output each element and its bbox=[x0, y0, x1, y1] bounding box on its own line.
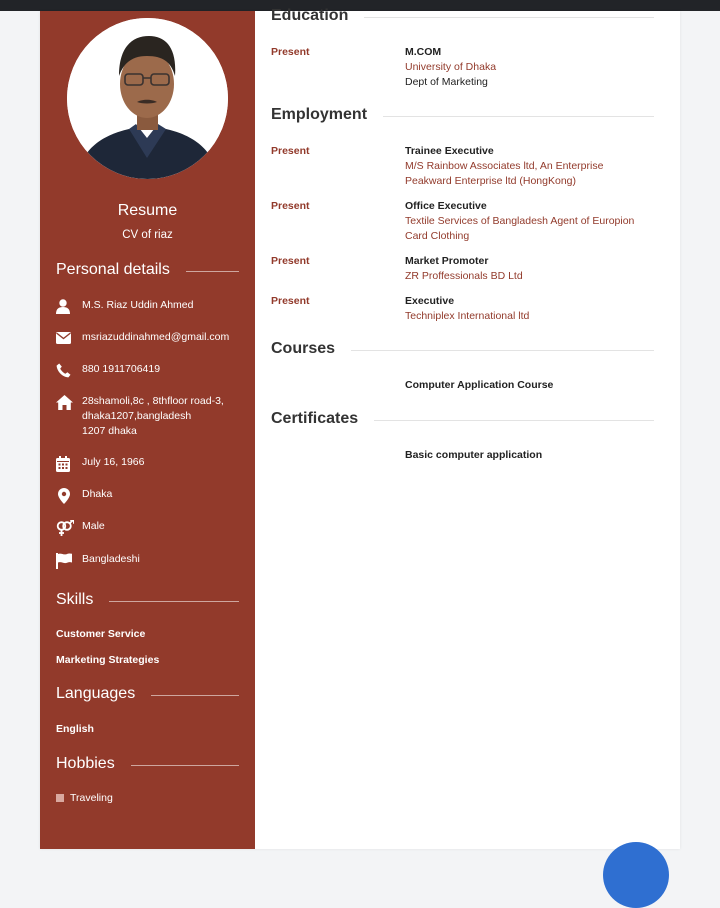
hobby-item: Traveling bbox=[56, 792, 113, 804]
entry-subtitle: Techniplex International ltd bbox=[405, 309, 530, 322]
detail-city: Dhaka bbox=[56, 487, 251, 504]
phone-icon bbox=[56, 362, 82, 378]
certificates-heading: Certificates bbox=[271, 410, 654, 428]
calendar-icon bbox=[56, 455, 82, 472]
entry-title: Market Promoter bbox=[405, 255, 489, 267]
sidebar bbox=[40, 11, 255, 849]
resume-subtitle: CV of riaz bbox=[122, 229, 173, 241]
envelope-icon bbox=[56, 330, 82, 344]
profile-photo bbox=[67, 18, 228, 179]
entry-detail: Dept of Marketing bbox=[405, 75, 488, 88]
detail-email: msriazuddinahmed@gmail.com bbox=[56, 330, 251, 345]
education-heading: Education bbox=[271, 7, 654, 25]
detail-nationality: Bangladeshi bbox=[56, 552, 251, 569]
entry-date: Present bbox=[271, 200, 310, 212]
home-icon bbox=[56, 394, 82, 410]
resume-page bbox=[40, 7, 680, 849]
courses-heading: Courses bbox=[271, 340, 654, 358]
entry-title: Basic computer application bbox=[405, 449, 543, 461]
flag-icon bbox=[56, 552, 82, 569]
languages-heading: Languages bbox=[56, 685, 239, 703]
map-marker-icon bbox=[56, 487, 82, 504]
entry-title: Office Executive bbox=[405, 200, 487, 212]
entry-subtitle: Peakward Enterprise ltd (HongKong) bbox=[405, 174, 577, 187]
personal-details-heading: Personal details bbox=[56, 261, 239, 279]
hobbies-heading: Hobbies bbox=[56, 755, 239, 773]
entry-date: Present bbox=[271, 255, 310, 267]
entry-subtitle: ZR Proffessionals BD Ltd bbox=[405, 269, 523, 282]
entry-subtitle: University of Dhaka bbox=[405, 60, 497, 73]
entry-date: Present bbox=[271, 145, 310, 157]
resume-title: Resume bbox=[117, 202, 178, 219]
entry-title: M.COM bbox=[405, 46, 442, 58]
detail-address: 28shamoli,8c , 8thfloor road-3, dhaka1207,bangladesh 1207 dhaka bbox=[56, 394, 251, 439]
entry-subtitle: M/S Rainbow Associates ltd, An Enterprise bbox=[405, 159, 604, 172]
user-icon bbox=[56, 298, 82, 314]
entry-title: Executive bbox=[405, 295, 455, 307]
detail-gender: Male bbox=[56, 519, 251, 536]
entry-subtitle: Textile Services of Bangladesh Agent of Europion bbox=[405, 214, 635, 227]
detail-name: M.S. Riaz Uddin Ahmed bbox=[56, 298, 251, 314]
entry-title: Computer Application Course bbox=[405, 379, 554, 391]
detail-phone: 880 1911706419 bbox=[56, 362, 251, 378]
entry-date: Present bbox=[271, 46, 310, 58]
detail-birthdate: July 16, 1966 bbox=[56, 455, 251, 472]
floating-action-button[interactable] bbox=[603, 842, 669, 908]
employment-heading: Employment bbox=[271, 106, 654, 124]
language-item: English bbox=[56, 723, 94, 735]
gender-icon bbox=[56, 519, 82, 536]
skill-item: Customer Service bbox=[56, 628, 146, 640]
entry-subtitle: Card Clothing bbox=[405, 229, 470, 242]
bullet-square-icon bbox=[56, 794, 64, 802]
entry-date: Present bbox=[271, 295, 310, 307]
entry-title: Trainee Executive bbox=[405, 145, 494, 157]
skills-heading: Skills bbox=[56, 591, 239, 609]
skill-item: Marketing Strategies bbox=[56, 654, 160, 666]
